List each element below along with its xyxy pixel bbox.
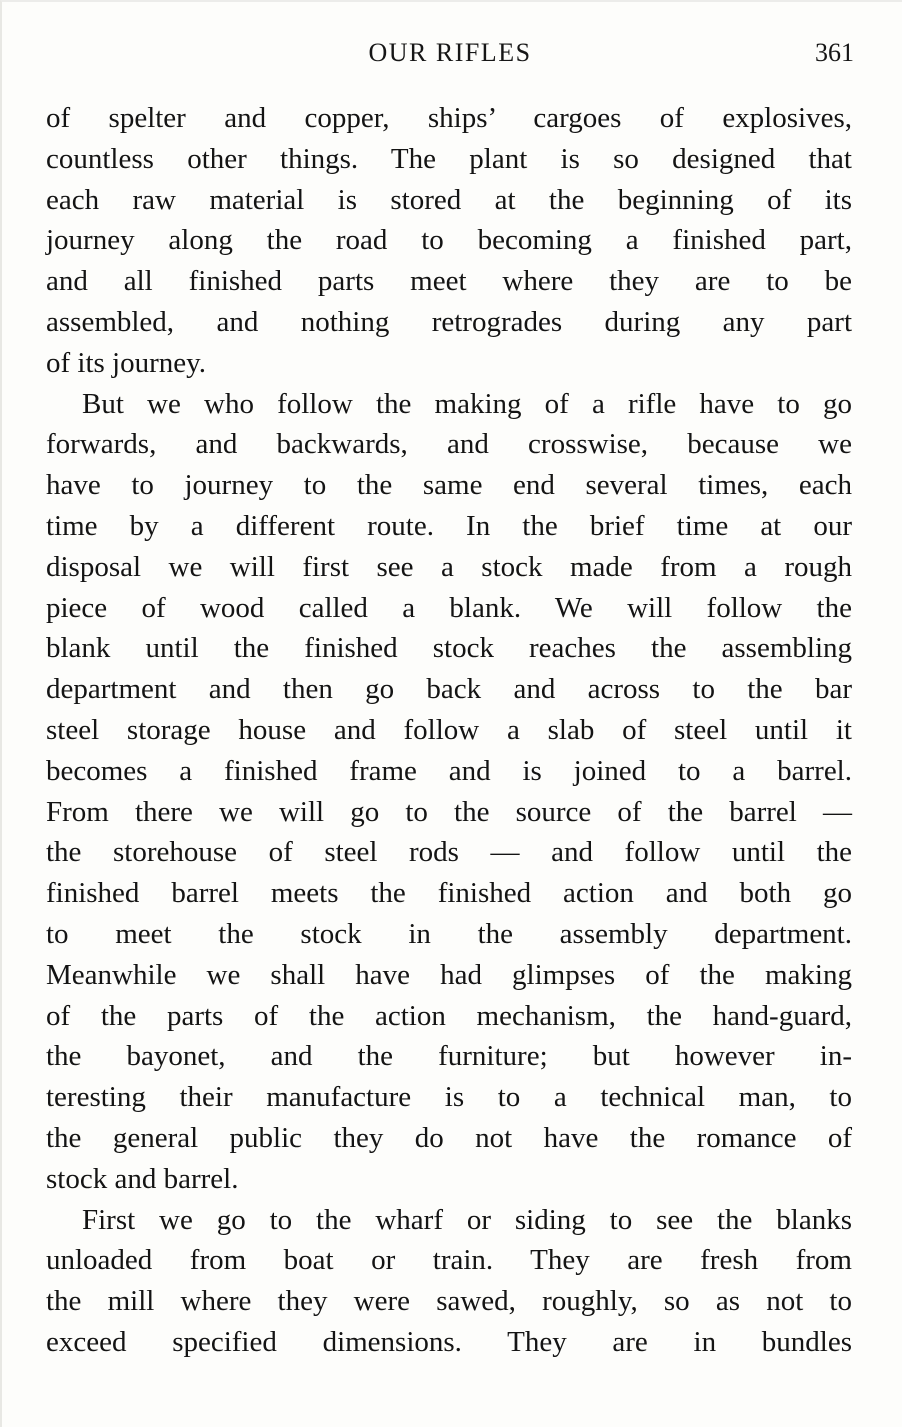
text-line: of the parts of the action mechanism, the hand-guard, [46, 999, 852, 1032]
text-line: From there we will go to the source of the barrel — [46, 795, 852, 828]
text-line: countless other things. The plant is so designed that [46, 142, 852, 175]
page-number: 361 [815, 38, 854, 67]
text-line: Meanwhile we shall have had glimpses of the making [46, 958, 852, 991]
paragraph-3 [46, 1200, 852, 1363]
text-line: have to journey to the same end several times, each [46, 469, 852, 502]
body-text [46, 98, 852, 1363]
text-line: blank until the finished stock reaches the assembling [46, 632, 852, 665]
text-line: becomes a finished frame and is joined to a barrel. [46, 754, 852, 787]
text-line: of its journey. [46, 346, 207, 379]
text-line: piece of wood called a blank. We will follow the [46, 591, 852, 624]
running-head [46, 36, 854, 70]
paragraph-2 [46, 384, 852, 1200]
text-line: forwards, and backwards, and crosswise, because we [46, 428, 852, 461]
text-line: the bayonet, and the furniture; but however in- [46, 1040, 852, 1073]
text-line: But we who follow the making of a rifle have to go [82, 387, 852, 420]
text-line: the mill where they were sawed, roughly, so as not to [46, 1285, 852, 1318]
text-line: First we go to the wharf or siding to see the blanks [82, 1203, 852, 1236]
text-line: department and then go back and across to the bar [46, 673, 852, 706]
text-line: steel storage house and follow a slab of steel until it [46, 713, 852, 746]
text-line: time by a different route. In the brief time at our [46, 509, 852, 542]
text-line: of spelter and copper, ships’ cargoes of explosives, [46, 102, 852, 134]
text-line: stock and barrel. [46, 1162, 239, 1195]
text-line: the storehouse of steel rods — and follow until the [46, 836, 852, 869]
paragraph-1 [46, 98, 852, 384]
text-line: to meet the stock in the assembly department. [46, 917, 852, 950]
text-line: assembled, and nothing retrogrades during any part [46, 305, 852, 338]
text-line: journey along the road to becoming a finished part, [46, 224, 852, 257]
text-line: exceed specified dimensions. They are in bundles [46, 1325, 852, 1358]
text-line: finished barrel meets the finished action and both go [46, 877, 852, 910]
text-line: the general public they do not have the romance of [46, 1121, 852, 1154]
text-line: unloaded from boat or train. They are fresh from [46, 1244, 852, 1277]
text-line: teresting their manufacture is to a technical man, to [46, 1081, 852, 1114]
text-line: and all finished parts meet where they are to be [46, 265, 852, 298]
text-line: disposal we will first see a stock made from a rough [46, 550, 852, 583]
text-line: each raw material is stored at the beginning of its [46, 183, 852, 216]
running-title: OUR RIFLES [368, 38, 532, 67]
